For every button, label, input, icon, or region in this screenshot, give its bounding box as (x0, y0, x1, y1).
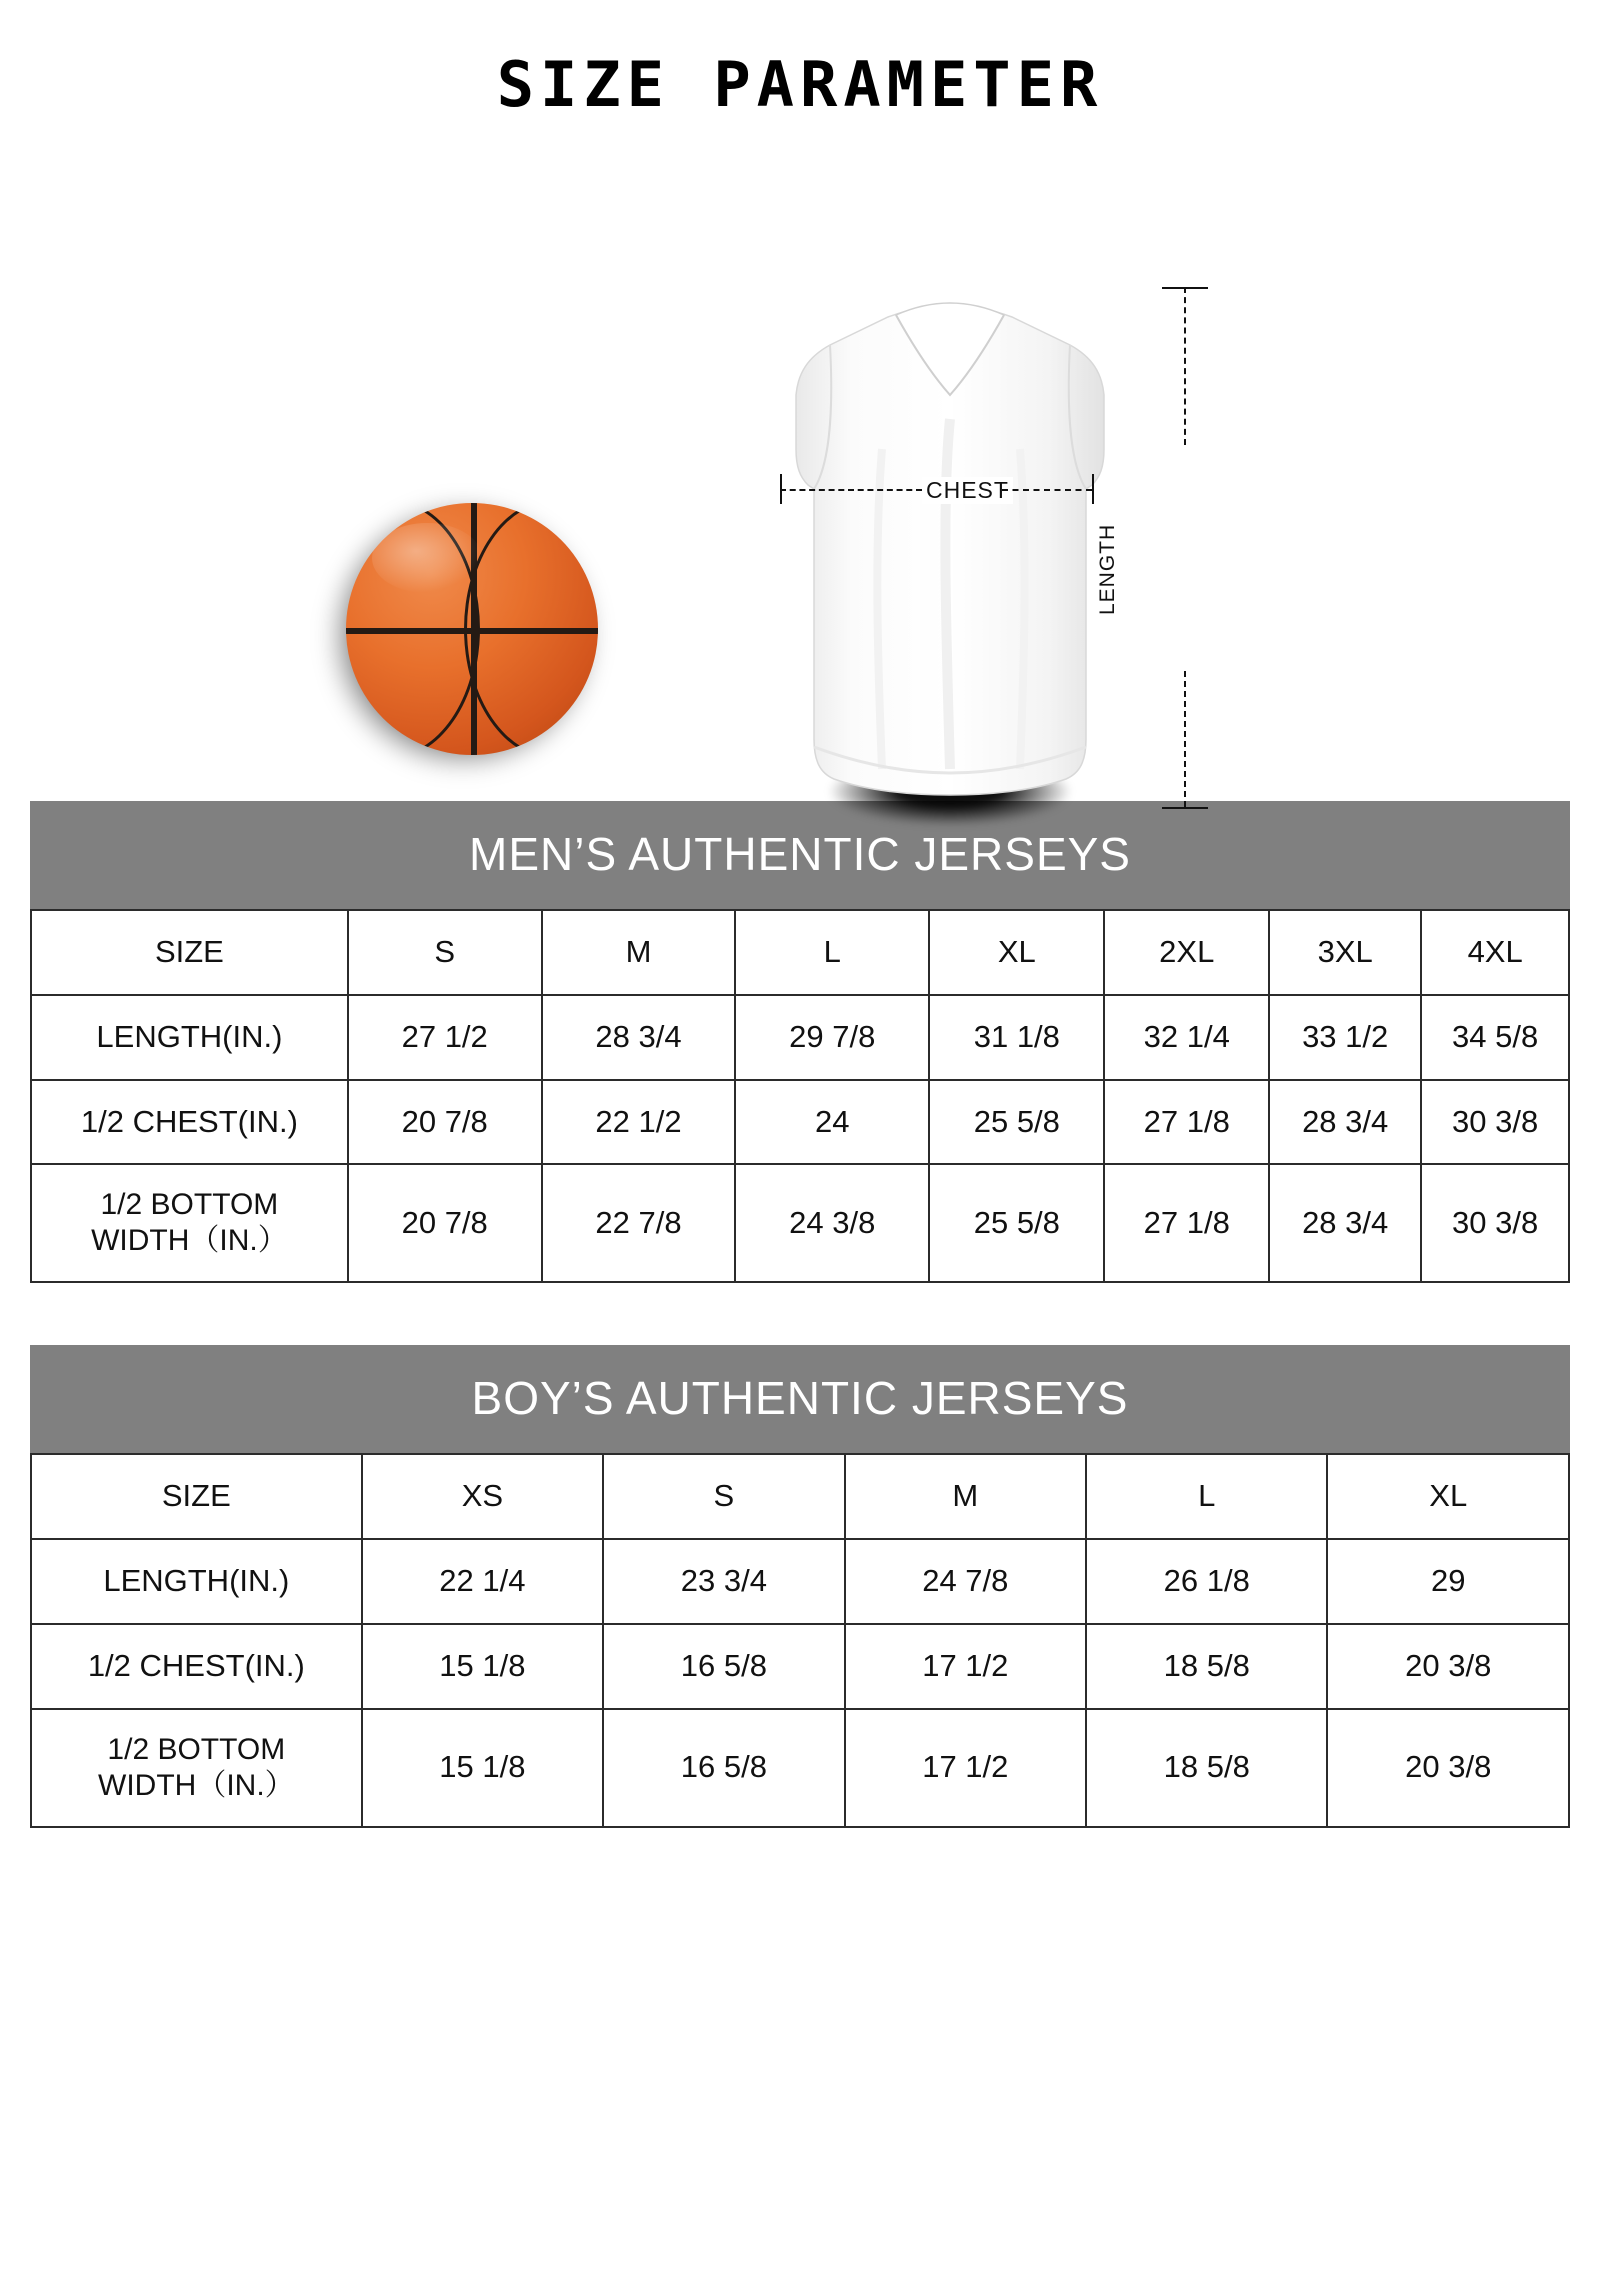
table-cell: 16 5/8 (603, 1709, 844, 1827)
mens-size-table (30, 909, 1570, 1283)
table-cell: 20 3/8 (1327, 1709, 1569, 1827)
table-cell: 16 5/8 (603, 1624, 844, 1709)
row-label-line2: WIDTH（IN.） (91, 1224, 288, 1258)
column-header: SIZE (31, 1454, 362, 1539)
boys-size-table-block (30, 1345, 1570, 1827)
table-cell: 29 (1327, 1539, 1569, 1624)
table-cell: 34 5/8 (1421, 995, 1569, 1080)
column-header: XL (1327, 1454, 1569, 1539)
table-row (31, 1539, 1569, 1624)
column-header: XS (362, 1454, 603, 1539)
table-cell: 30 3/8 (1421, 1080, 1569, 1165)
table-cell: 28 3/4 (542, 995, 736, 1080)
table-cell: 23 3/4 (603, 1539, 844, 1624)
length-line-top (1184, 287, 1186, 445)
table-cell: 25 5/8 (929, 1080, 1104, 1165)
column-header: 3XL (1269, 910, 1421, 995)
basketball-body (346, 503, 598, 755)
mens-size-table-block (30, 801, 1570, 1283)
column-header: 2XL (1104, 910, 1269, 995)
table-cell: 22 7/8 (542, 1164, 736, 1282)
column-header: M (845, 1454, 1086, 1539)
table-cell: 20 7/8 (348, 1080, 542, 1165)
jersey-diagram (770, 299, 1130, 859)
table-cell: 15 1/8 (362, 1709, 603, 1827)
row-label: LENGTH(IN.) (31, 995, 348, 1080)
page-title: SIZE PARAMETER (496, 48, 1104, 121)
row-label-line1: 1/2 BOTTOM (107, 1732, 286, 1766)
table-cell: 24 7/8 (845, 1539, 1086, 1624)
column-header: S (348, 910, 542, 995)
chest-line-right (1002, 489, 1092, 491)
table-row (31, 1624, 1569, 1709)
table-cell: 18 5/8 (1086, 1709, 1327, 1827)
row-label (31, 1709, 362, 1827)
table-cell: 28 3/4 (1269, 1164, 1421, 1282)
column-header: S (603, 1454, 844, 1539)
table-cell: 30 3/8 (1421, 1164, 1569, 1282)
table-cell: 22 1/2 (542, 1080, 736, 1165)
row-label: LENGTH(IN.) (31, 1539, 362, 1624)
boys-table-heading: BOY’S AUTHENTIC JERSEYS (30, 1345, 1570, 1453)
column-header: L (1086, 1454, 1327, 1539)
boys-size-table (30, 1453, 1570, 1827)
row-label (31, 1164, 348, 1282)
basketball-seam-curve-right (464, 503, 598, 755)
table-row (31, 1164, 1569, 1282)
length-measure-label: LENGTH (1096, 520, 1120, 619)
row-label-line2: WIDTH（IN.） (98, 1768, 295, 1802)
table-cell: 29 7/8 (735, 995, 929, 1080)
basketball-icon (318, 491, 618, 791)
jersey-icon (770, 299, 1130, 819)
length-line-bottom (1184, 671, 1186, 807)
table-cell: 24 (735, 1080, 929, 1165)
column-header: 4XL (1421, 910, 1569, 995)
column-header: M (542, 910, 736, 995)
mens-table-heading: MEN’S AUTHENTIC JERSEYS (30, 801, 1570, 909)
table-cell: 24 3/8 (735, 1164, 929, 1282)
table-cell: 32 1/4 (1104, 995, 1269, 1080)
table-row (31, 910, 1569, 995)
table-cell: 31 1/8 (929, 995, 1104, 1080)
table-cell: 22 1/4 (362, 1539, 603, 1624)
table-cell: 15 1/8 (362, 1624, 603, 1709)
length-tick-bottom (1162, 807, 1208, 809)
row-label: 1/2 CHEST(IN.) (31, 1080, 348, 1165)
table-cell: 27 1/8 (1104, 1164, 1269, 1282)
table-cell: 27 1/8 (1104, 1080, 1269, 1165)
table-cell: 27 1/2 (348, 995, 542, 1080)
chest-measure-label: CHEST (922, 477, 1013, 504)
table-cell: 17 1/2 (845, 1709, 1086, 1827)
table-cell: 18 5/8 (1086, 1624, 1327, 1709)
column-header: XL (929, 910, 1104, 995)
row-label-line1: 1/2 BOTTOM (100, 1188, 279, 1222)
table-cell: 28 3/4 (1269, 1080, 1421, 1165)
row-label: 1/2 CHEST(IN.) (31, 1624, 362, 1709)
table-cell: 25 5/8 (929, 1164, 1104, 1282)
chest-line-left (780, 489, 922, 491)
size-diagram (0, 121, 1600, 801)
table-row (31, 1709, 1569, 1827)
table-cell: 17 1/2 (845, 1624, 1086, 1709)
column-header: SIZE (31, 910, 348, 995)
chest-tick-right (1092, 474, 1094, 504)
table-row (31, 1080, 1569, 1165)
table-cell: 33 1/2 (1269, 995, 1421, 1080)
basketball-highlight (372, 523, 482, 593)
column-header: L (735, 910, 929, 995)
table-cell: 26 1/8 (1086, 1539, 1327, 1624)
table-cell: 20 3/8 (1327, 1624, 1569, 1709)
table-cell: 20 7/8 (348, 1164, 542, 1282)
table-row (31, 1454, 1569, 1539)
table-row (31, 995, 1569, 1080)
